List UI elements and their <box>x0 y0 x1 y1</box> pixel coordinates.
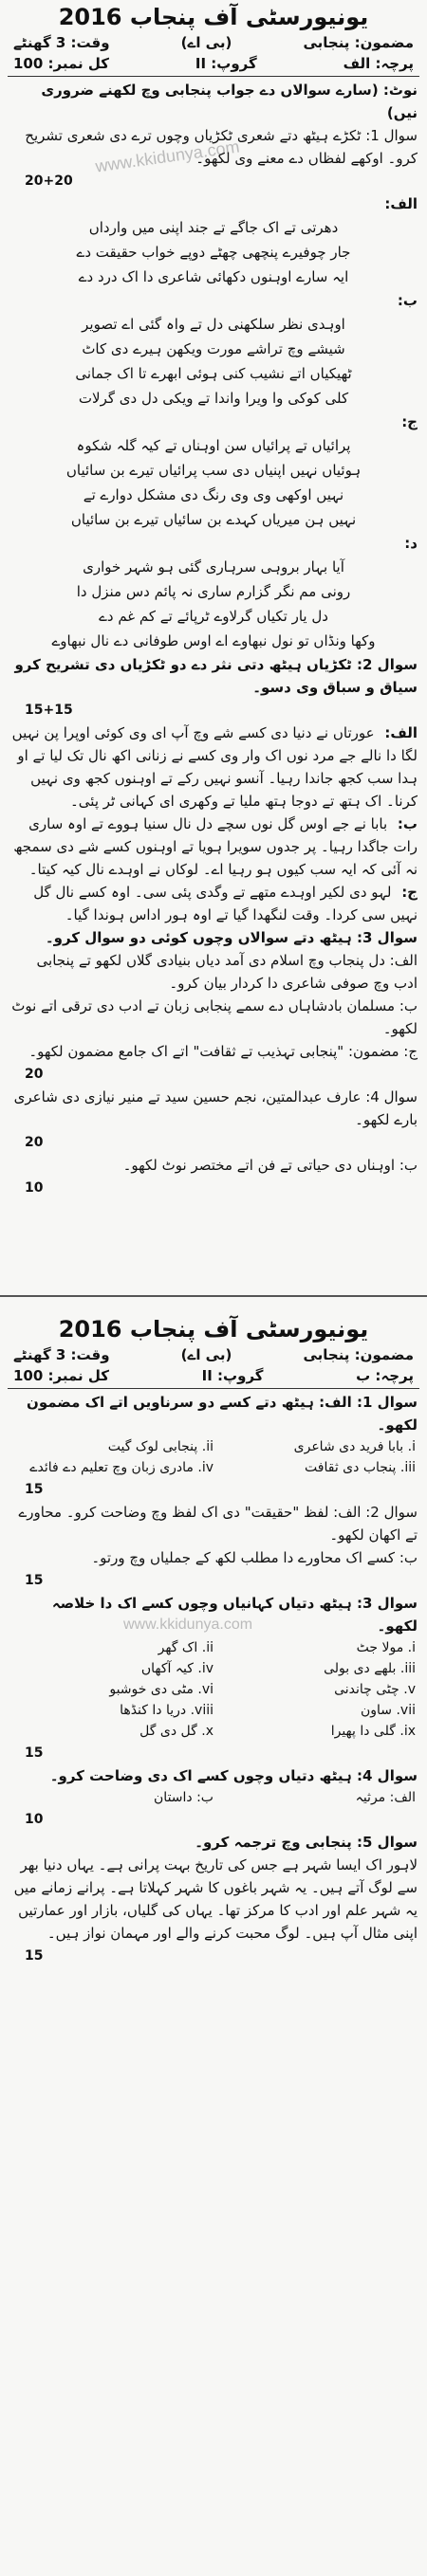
q4-b-marks: 10 <box>25 1180 44 1196</box>
group: گروپ: II <box>195 55 257 72</box>
paper-one-meta-row-2 <box>0 53 427 74</box>
p2-question-1: سوال 1: الف: ہیٹھ دتے کسے دو سرناویں اتے اک مضمون لکھو۔ <box>27 1394 418 1434</box>
q2-j: ج: لہو دی لکیر اوہدے متھے تے وگدی پئی سی۔ اوہ کسے نال گل نہیں سی کردا۔ وقت لنگھدا گیا تے اوہ ہور اداس ہوندا گیا۔ <box>33 884 418 923</box>
question-2: سوال 2: ٹکڑیاں ہیٹھ دتی نثر دے دو ٹکڑیاں دی تشریح کرو سیاق و سباق وی دسو۔ 15+15 <box>0 653 427 722</box>
q1-b-verses: اوہدی نظر سلکھنی دل تے واہ گئی اے تصویر شیشے وچ تراشے مورت ویکھن ہیرے دی کاٹ ٹھیکیاں اتے نشیب کنی ہوئی ابھرے تا اک جمانی کلی کوکی وا ویرا واندا تے ویکی دل دی گرلات <box>75 316 352 407</box>
p2-q4-marks: 10 <box>25 1812 44 1827</box>
p2-q4-items: الف: مرثیہ ب: داستان <box>154 1790 416 1805</box>
p2-q3-items: i. مولا جٹ ii. اک گھر iii. بلھے دی بولی iv. کیہ آکھاں v. چٹی چاندنی vi. مٹی دی خوشبو vii. ساون viii. دریا دا کنڈھا ix. گلی دا پھیرا x. گل دی گل <box>109 1640 416 1739</box>
question-4: سوال 4: عارف عبدالمتین، نجم حسین سید تے منیر نیازی دی شاعری بارے لکھو۔ 20 <box>0 1086 427 1154</box>
class: (بی اے) <box>180 34 232 51</box>
question-4-marks: 20 <box>25 1135 44 1150</box>
q1-d-label: د: <box>404 535 418 552</box>
p2-q2-marks: 15 <box>25 1573 44 1588</box>
q1-b-label: ب: <box>397 292 418 309</box>
note: نوٹ: (سارے سوالاں دے جواب پنجابی وچ لکھنے ضروری نیں) <box>41 82 418 121</box>
divider <box>8 1388 419 1389</box>
q1-alif-label: الف: <box>384 195 418 212</box>
paper-label: پرچہ: ب <box>356 1367 414 1384</box>
p2-q1-marks: 15 <box>25 1482 44 1497</box>
p2-question-3: سوال 3: ہیٹھ دتیاں کہانیاں وچوں کسے اک دا خلاصہ لکھو۔ <box>51 1595 418 1635</box>
paper-label: پرچہ: الف <box>343 55 414 72</box>
total-marks: کل نمبر: 100 <box>13 1367 110 1384</box>
p2-q1-items: i. بابا فرید دی شاعری ii. پنجابی لوک گیت iii. پنجاب دی ثقافت iv. مادری زبان وچ تعلیم دے فائدے <box>29 1439 416 1475</box>
class: (بی اے) <box>180 1346 232 1363</box>
paper-separator <box>0 1295 427 1297</box>
paper-one-title: یونیورسٹی آف پنجاب 2016 <box>58 4 369 30</box>
q1-d-verses: آیا بہار بروہی سرہاری گئی ہو شہر خواری رونی مم نگر گزارم ساری نہ پائم دس منزل دا دل یار تکیاں گرلاوے ٹرپائے تے کم غم دے وکھا ونڈاں تو نول نبھاوے اے اوس طوفانی دے نال نبھاوے <box>51 558 376 649</box>
q3-b: ب: مسلمان بادشاہاں دے سمے پنجابی زبان تے ادب دی ترقی اتے نوٹ لکھو۔ <box>11 997 418 1037</box>
question-3: سوال 3: ہیٹھ دتے سوالاں وچوں کوئی دو سوال کرو۔ <box>45 929 418 946</box>
subject: مضمون: پنجابی <box>303 34 414 51</box>
paper-two <box>0 1312 427 2576</box>
q4-b: ب: اوہناں دی حیاتی تے فن اتے مختصر نوٹ لکھو۔ 10 <box>0 1154 427 1199</box>
p2-q5-text: لاہور اک ایسا شہر ہے جس کی تاریخ بہت پرانی ہے۔ یہاں دنیا بھر سے لوگ آتے ہیں۔ یہ شہر باغوں کا شہر کہلاتا ہے۔ پرانے زمانے میں یہ شہر علم اور ادب کا مرکز تھا۔ یہاں کی گلیاں، بازار اور عمارتیں اپنی مثال آپ ہیں۔ لوگ محبت کرنے والے اور مہمان نواز ہیں۔ <box>13 1856 418 1942</box>
watermark: www.kkidunya.com <box>94 137 241 176</box>
watermark-2: www.kkidunya.com <box>123 1617 253 1633</box>
p2-q3-marks: 15 <box>25 1745 44 1761</box>
paper-one-meta-row-1 <box>0 32 427 53</box>
q1-j-verses: پرائیاں تے پرائیاں سن اوہناں تے کیہ گلہ شکوہ ہوئیاں نہیں اپنیاں دی سب پرائیاں تیرے بن سائیاں نہیں اوکھی وی وی رنگ دی مشکل دوارے تے نہیں ہن میریاں کہدے بن سائیاں تیرے بن سائیاں <box>65 437 362 528</box>
time: وقت: 3 گھنٹے <box>13 34 110 51</box>
q3-alif: الف: دل پنجاب وچ اسلام دی آمد دیاں بنیادی گلاں لکھو تے پنجابی ادب وچ صوفی شاعری دا کردار بیان کرو۔ <box>36 952 418 992</box>
paper-two-meta-row-1 <box>0 1344 427 1365</box>
divider <box>8 76 419 77</box>
q1-j-label: ج: <box>401 413 418 430</box>
question-1: سوال 1: ٹکڑے ہیٹھ دتے شعری ٹکڑیاں وچوں ترے دی شعری تشریح کرو۔ اوکھے لفظاں دے معنے وی لکھو۔ 20+20 <box>0 124 427 192</box>
p2-question-5: سوال 5: پنجابی وچ ترجمہ کرو۔ <box>195 1834 418 1851</box>
p2-q5-marks: 15 <box>25 1948 44 1964</box>
q2-alif: الف: عورتاں نے دنیا دی کسے شے وچ آپ ای وی کوئی اوپرا پن نہیں لگا دا نالے جے مرد نوں اک وار وی کسے نے زنانی اکھ نال تک لیا تے او ہدا سب کجھ جاندا رہیا۔ آنسو نہیں رکے تے اوہنوں کجھ وی نہیں کرنا۔ اک ہتھ تے دوجا ہتھ ملیا تے وکھری ای کہانی ٹر پئی۔ <box>11 724 418 810</box>
question-3-marks: 20 <box>25 1067 44 1082</box>
group: گروپ: II <box>201 1367 264 1384</box>
time: وقت: 3 گھنٹے <box>13 1346 110 1363</box>
question-1-marks: 20+20 <box>25 174 73 189</box>
q2-b: ب: بابا نے جے اوس گل نوں سچے دل نال سنیا ہووے تے اوہ ساری رات جاگدا رہیا۔ پر جدوں سویرا ہویا تے اوہنوں کسے شے دی سمجھ نہ آئی کہ ایہ سب کیوں ہو رہیا اے۔ لوکاں نے اوہدے نال کیہ کیتا۔ <box>13 815 418 878</box>
p2-question-4: سوال 4: ہیٹھ دتیاں وچوں کسے اک دی وضاحت کرو۔ <box>49 1767 418 1784</box>
p2-question-2: سوال 2: الف: لفظ "حقیقت" دی اک لفظ وچ وضاحت کرو۔ محاورے تے اکھان لکھو۔ <box>18 1504 418 1544</box>
question-2-marks: 15+15 <box>25 703 73 718</box>
subject: مضمون: پنجابی <box>303 1346 414 1363</box>
q3-j: ج: مضمون: "پنجابی تہذیب تے ثقافت" اتے اک جامع مضمون لکھو۔ 20 <box>0 1040 427 1086</box>
q1-alif-verses: دھرتی تے اک جاگے تے جند اپنی میں وارداں جار چوفیرے پنچھی چھٹے دوپے خواب حقیقت دے ایہ سارے اوہنوں دکھائی شاعری دا اک درد دے <box>76 219 351 285</box>
total-marks: کل نمبر: 100 <box>13 55 110 72</box>
paper-two-meta-row-2 <box>0 1365 427 1386</box>
p2-q2-b: ب: کسے اک محاورے دا مطلب لکھ کے جملیاں وچ ورتو۔ 15 <box>0 1546 427 1592</box>
paper-two-title: یونیورسٹی آف پنجاب 2016 <box>58 1316 369 1343</box>
